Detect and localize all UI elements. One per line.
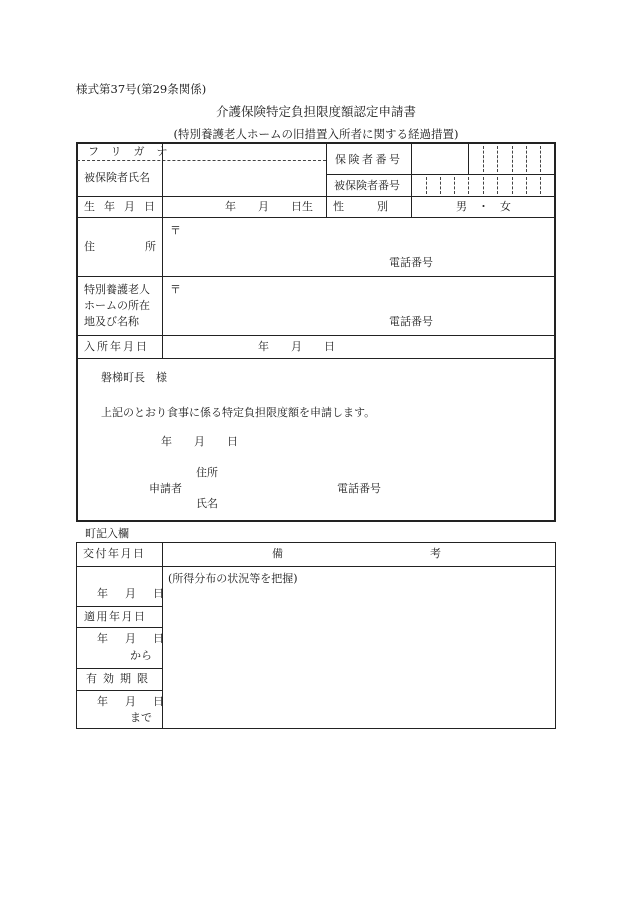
address-phone-label: 電話番号 — [389, 256, 433, 269]
insured-digit-sep — [426, 177, 427, 194]
insured-digit-sep — [440, 177, 441, 194]
insurer-digit-divider — [468, 143, 469, 175]
insurer-row-divider — [326, 174, 555, 175]
applicant-address-label: 住所 — [196, 466, 218, 479]
insurer-digit-sep — [497, 146, 498, 172]
applicant-name-label: 氏名 — [196, 497, 218, 510]
receipt-date-label: 交付年月日 — [83, 547, 146, 560]
address-label-start: 住 — [84, 240, 95, 253]
gender-label: 性 別 — [333, 200, 388, 213]
facility-label-line2: ホームの所在 — [84, 299, 150, 312]
middle-column-divider — [326, 143, 327, 217]
facility-postal-mark: 〒 — [170, 283, 181, 296]
validity-label: 有効期限 — [86, 672, 154, 685]
insurer-digit-sep — [512, 146, 513, 172]
label-column-divider — [162, 143, 163, 358]
insurer-digit-sep — [540, 146, 541, 172]
insurer-number-label: 保険者番号 — [335, 153, 403, 166]
applicant-phone-label: 電話番号 — [337, 482, 381, 495]
admission-date-label: 入所年月日 — [84, 340, 149, 353]
row-line-3 — [77, 276, 555, 277]
admission-date-value: 年 月 日 — [258, 340, 335, 353]
office-header-line — [77, 566, 555, 567]
insured-digit-sep — [540, 177, 541, 194]
facility-phone-label: 電話番号 — [389, 315, 433, 328]
birth-date-value: 年 月 日生 — [225, 200, 313, 213]
insurer-digit-sep — [483, 146, 484, 172]
insured-digit-sep — [468, 177, 469, 194]
form-title: 介護保険特定負担限度額認定申請書 — [215, 104, 416, 119]
birth-date-label: 生年月日 — [84, 200, 164, 213]
number-column-divider — [411, 143, 412, 217]
facility-label-line3: 地及び名称 — [84, 315, 139, 328]
insured-name-label: 被保険者氏名 — [84, 171, 150, 184]
row-line-2 — [77, 217, 555, 218]
address-label-end: 所 — [145, 240, 156, 253]
insured-digit-sep — [526, 177, 527, 194]
addressee: 磐梯町長 様 — [101, 371, 167, 384]
applied-date-value: 年 月 日 — [97, 632, 167, 645]
furigana-divider — [77, 160, 326, 161]
office-row-line — [77, 627, 162, 628]
applicant-label: 申請者 — [149, 482, 182, 495]
application-table — [76, 142, 556, 522]
validity-until-label: まで — [130, 711, 152, 724]
insured-number-label: 被保険者番号 — [334, 179, 400, 192]
validity-date-value: 年 月 日 — [97, 695, 167, 708]
remarks-note: (所得分布の状況等を把握) — [168, 572, 298, 585]
remarks-label-end: 考 — [430, 547, 441, 560]
row-line-4 — [77, 335, 555, 336]
furigana-label: フリガナ — [88, 145, 180, 158]
office-row-line — [77, 668, 162, 669]
insurer-digit-sep — [526, 146, 527, 172]
gender-options: 男 ・ 女 — [456, 200, 511, 213]
form-subtitle: (特別養護老人ホームの旧措置入所者に関する経過措置) — [173, 127, 459, 141]
insured-digit-sep — [512, 177, 513, 194]
row-line-1 — [77, 196, 555, 197]
insured-digit-sep — [454, 177, 455, 194]
receipt-date-value: 年 月 日 — [97, 587, 167, 600]
office-row-line — [77, 690, 162, 691]
row-line-5 — [77, 358, 555, 359]
office-row-line — [77, 606, 162, 607]
insured-digit-sep — [483, 177, 484, 194]
facility-label-line1: 特別養護老人 — [84, 283, 150, 296]
applied-from-label: から — [130, 649, 152, 662]
applied-date-label: 適用年月日 — [84, 610, 147, 623]
statement-date: 年 月 日 — [161, 435, 238, 448]
address-postal-mark: 〒 — [170, 224, 181, 237]
statement-body: 上記のとおり食事に係る特定負担限度額を申請します。 — [101, 406, 376, 419]
form-number: 様式第37号(第29条関係) — [76, 82, 207, 96]
remarks-label-start: 備 — [272, 547, 283, 560]
insured-digit-sep — [497, 177, 498, 194]
office-use-heading: 町記入欄 — [85, 527, 129, 540]
